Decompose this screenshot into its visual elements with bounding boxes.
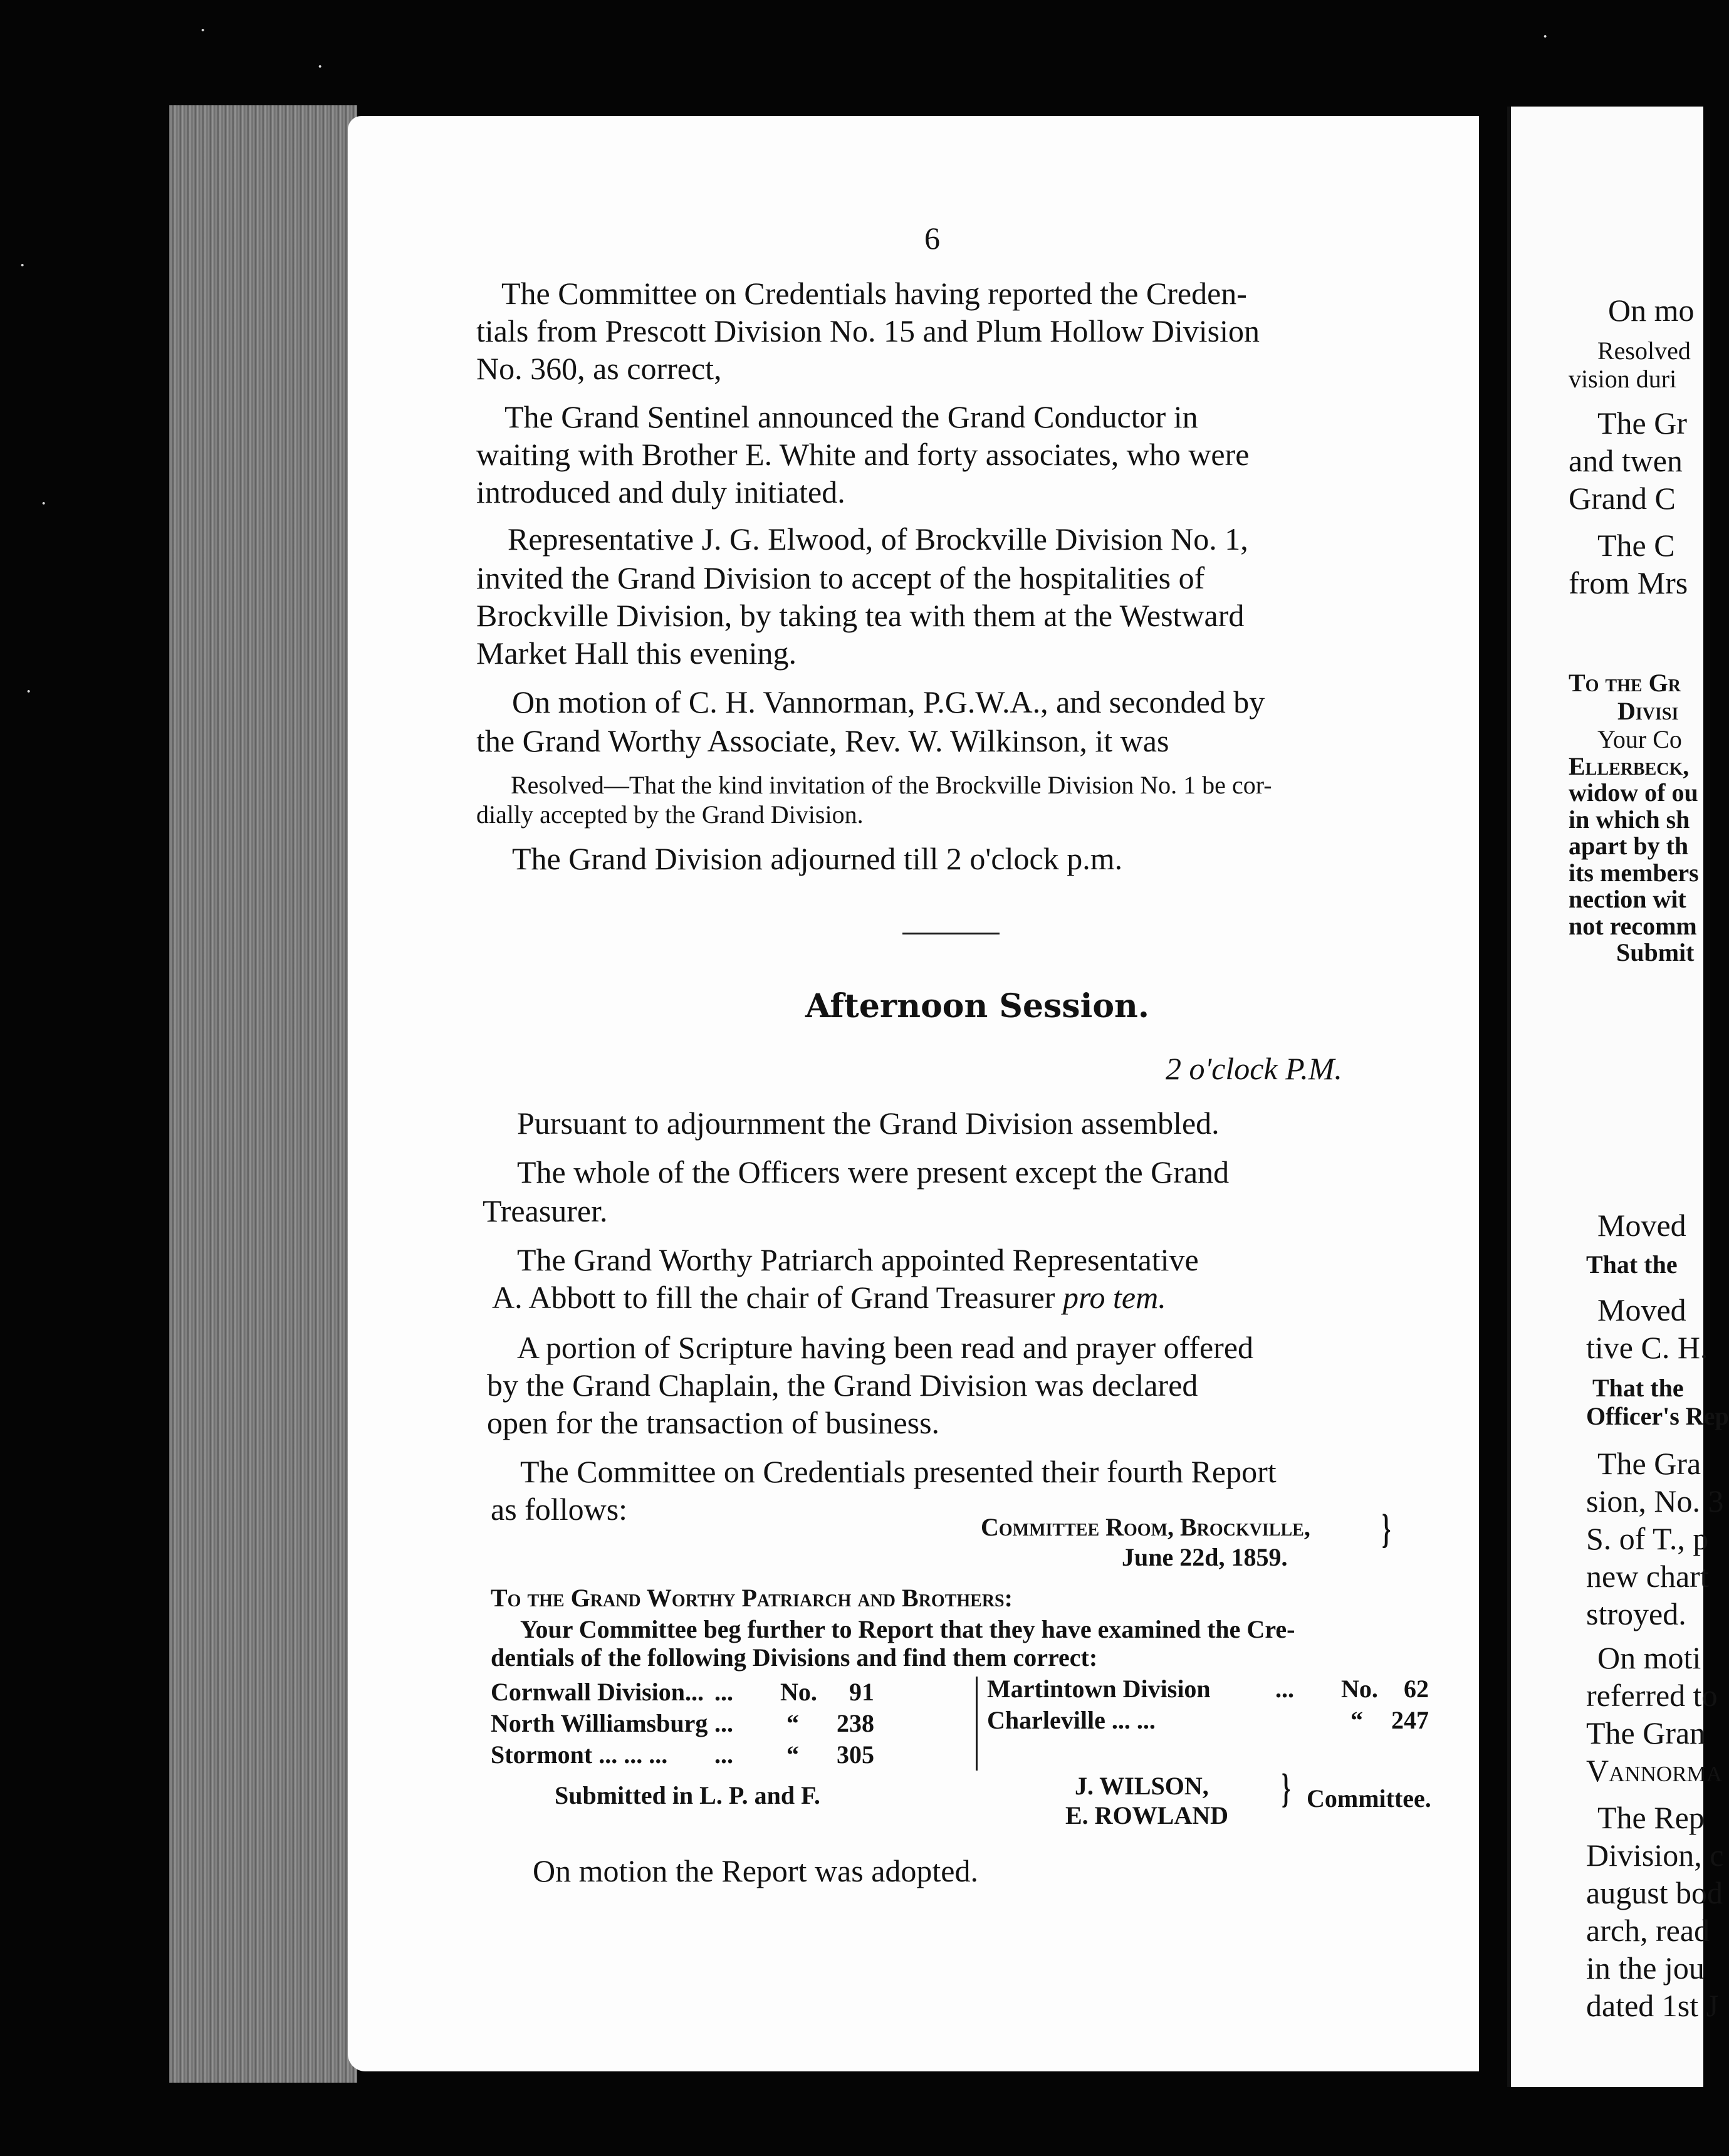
report-date: June 22d, 1859.	[1122, 1543, 1288, 1571]
report-place: Committee Room, Brockville,	[981, 1513, 1310, 1541]
book-page-edges	[169, 105, 357, 2083]
report-submitted: Submitted in L. P. and F.	[555, 1781, 820, 1809]
signer: E. ROWLAND	[1065, 1801, 1229, 1829]
scan-speck: ·	[316, 55, 324, 78]
division-row: Stormont ... ... ...	[491, 1740, 668, 1769]
scan-speck: ·	[40, 492, 48, 515]
scan-speck: ·	[199, 19, 207, 42]
signatories-brace: }	[1282, 1766, 1291, 1811]
adjournment-line: The Grand Division adjourned till 2 o'clock p.m.	[512, 841, 1123, 876]
section-divider	[902, 933, 1000, 934]
scan-speck: ·	[19, 254, 26, 277]
column-divider	[976, 1677, 978, 1771]
division-row: Cornwall Division...	[491, 1678, 704, 1706]
page-number: 6	[924, 221, 940, 256]
session-heading: Afternoon Session.	[805, 987, 1149, 1025]
report-header-brace: }	[1382, 1506, 1391, 1552]
left-page: 6 The Committee on Credentials having reported the Creden- tials from Prescott Division No. 15 and Plum Hollow Division No. 360, as correct, The Grand Sentinel announced the Grand Conductor in waiting with Brother E. White and forty associates, who were introduced and duly initiated. Representative J. G. Elwood, of Brockville Division No. 1, invited the Grand Division to accept of the hospitalities of Brockville Division, by taking tea with them at the Westward Market Hall this evening. On motion of C. H. Vannorman, P.G.W.A., and seconded by the Grand Worthy Associate, Rev. W. Wilkinson, it was Resolved—That the kind invitation of the Brockville Division No. 1 be cor- dially accepted by the Grand Division. The Grand Division adjourned till 2 o'clock p.m. Afternoon Session. 2 o'clock P.M. Pursuant to adjournment the Grand Division assembled. The whole of the Officers were present except the Grand Treasurer. The Grand Worthy Patriarch appointed Representative A. Abbott to fill the chair of Grand Treasurer pro tem. A portion of Scripture having been read and prayer offered by the Grand Chaplain, the Grand Division was declared open for the transaction of business. The Committee on Credentials presented their fourth Report as follows: Committee Room, Brockville, June 22d, 1859. } To the Grand Worthy Patriarch and Brothers: Your Committee beg further to Report that they have examined the Cre- dentials of the following Divisions and find them correct: Cornwall Division... ... No. 91 North Williamsburg ... “ 238 Stormont ... ... ... ... “ 305 Martintown Division ... No. 62 Charleville ... ... “ 247 Submitted in L. P. and F. J. WILSON, E. ROWLAND } Committee. On motion the Report was adopted.	[348, 116, 1479, 2071]
committee-label: Committee.	[1307, 1784, 1431, 1813]
session-time: 2 o'clock P.M.	[1166, 1051, 1342, 1086]
paragraph-pursuant: Pursuant to adjournment the Grand Division assembled.	[517, 1106, 1220, 1141]
division-row: North Williamsburg	[491, 1709, 708, 1737]
scan-speck: ·	[25, 680, 33, 703]
report-salutation: To the Grand Worthy Patriarch and Brothers:	[491, 1584, 1013, 1612]
division-row: Martintown Division	[987, 1675, 1211, 1703]
scan-speck: ·	[1542, 25, 1549, 48]
report-adopted-line: On motion the Report was adopted.	[533, 1853, 978, 1888]
right-page-fragment: On mo Resolved vision duri The Gr and twen Grand C The C from Mrs To the Gr Divisi Your Co Ellerbeck, widow of ou in which sh apart by th its members nection wit not recomm Submit Moved That the Moved tive C. H. That the Officer's Rep The Gra sion, No. 3 S. of T., p new chart stroyed. On moti referred to The Gran Vannorma The Rep Division, c august bod arch, read in the jou dated 1st J	[1507, 107, 1703, 2087]
signer: J. WILSON,	[1075, 1772, 1209, 1800]
division-row: Charleville ... ...	[987, 1706, 1156, 1734]
